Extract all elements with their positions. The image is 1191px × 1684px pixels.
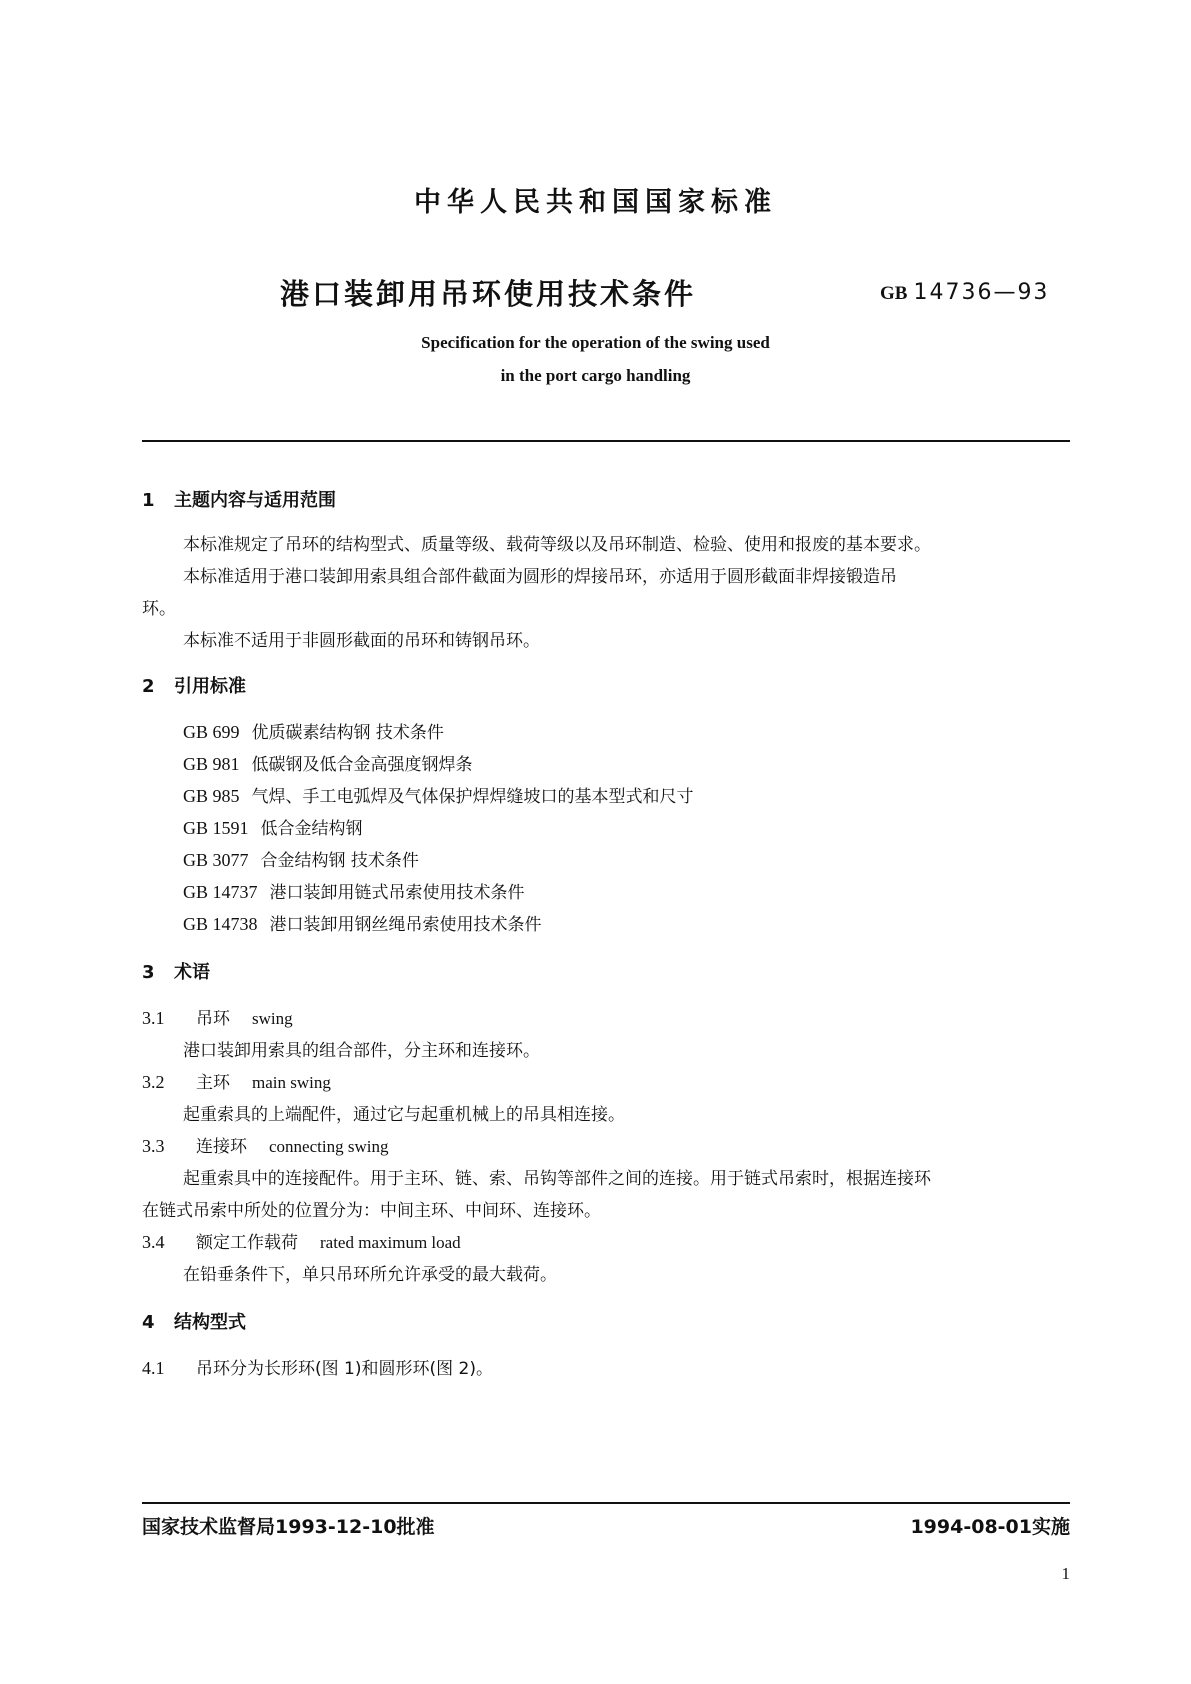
header-divider <box>142 440 1070 442</box>
section-1-para-3: 本标准不适用于非圆形截面的吊环和铸钢吊环。 <box>183 631 540 651</box>
section-title: 术语 <box>174 962 210 983</box>
reference-code: GB 3077 <box>183 850 249 870</box>
section-title: 主题内容与适用范围 <box>174 490 336 511</box>
term-en: connecting swing <box>269 1137 389 1156</box>
term-definition: 在铅垂条件下，单只吊环所允许承受的最大载荷。 <box>183 1265 557 1285</box>
reference-item <box>183 782 694 807</box>
term-en: swing <box>252 1009 293 1028</box>
reference-code: GB 1591 <box>183 818 249 838</box>
reference-item <box>183 878 525 903</box>
standard-prefix: GB <box>880 283 908 304</box>
reference-code: GB 981 <box>183 754 240 774</box>
section-number: 4 <box>142 1312 155 1333</box>
term-heading <box>142 1004 293 1029</box>
term-number: 3.1 <box>142 1008 165 1028</box>
reference-code: GB 985 <box>183 786 240 806</box>
term-zh: 吊环 <box>196 1009 230 1029</box>
section-1-para-2-cont: 环。 <box>142 599 176 619</box>
term-definition: 港口装卸用索具的组合部件，分主环和连接环。 <box>183 1041 540 1061</box>
reference-item <box>183 750 473 775</box>
term-en: main swing <box>252 1073 331 1092</box>
term-heading <box>142 1132 388 1157</box>
term-zh: 额定工作载荷 <box>196 1233 298 1253</box>
reference-code: GB 14738 <box>183 914 258 934</box>
reference-title: 优质碳素结构钢 技术条件 <box>251 723 444 743</box>
term-number: 3.3 <box>142 1136 165 1156</box>
clause-4-1 <box>142 1354 493 1379</box>
reference-title: 合金结构钢 技术条件 <box>260 851 419 871</box>
standard-code: 14736—93 <box>913 280 1050 305</box>
reference-code: GB 699 <box>183 722 240 742</box>
reference-item <box>183 814 363 839</box>
reference-item <box>183 718 444 743</box>
reference-title: 港口装卸用链式吊索使用技术条件 <box>269 883 525 903</box>
reference-title: 低合金结构钢 <box>260 819 363 839</box>
section-4-heading <box>142 1308 246 1334</box>
term-zh: 主环 <box>196 1073 230 1093</box>
footer-divider <box>142 1502 1070 1504</box>
section-number: 2 <box>142 676 155 697</box>
section-2-heading <box>142 672 246 698</box>
standard-number <box>880 280 1049 305</box>
section-number: 3 <box>142 962 155 983</box>
national-standard-header: 中华人民共和国国家标准 <box>414 187 777 218</box>
english-title-line-1: Specification for the operation of the swing used <box>421 333 770 352</box>
english-title-line-2: in the port cargo handling <box>500 366 691 385</box>
approval-date: 国家技术监督局1993-12-10批准 <box>142 1516 435 1538</box>
term-en: rated maximum load <box>320 1233 461 1252</box>
term-number: 3.2 <box>142 1072 165 1092</box>
reference-code: GB 14737 <box>183 882 258 902</box>
reference-title: 低碳钢及低合金高强度钢焊条 <box>251 755 473 775</box>
reference-item <box>183 910 542 935</box>
term-definition-cont: 在链式吊索中所处的位置分为：中间主环、中间环、连接环。 <box>142 1201 601 1221</box>
section-1-heading <box>142 486 336 512</box>
section-1-para-2: 本标准适用于港口装卸用索具组合部件截面为圆形的焊接吊环，亦适用于圆形截面非焊接锻造吊 <box>183 567 897 587</box>
clause-number: 4.1 <box>142 1358 165 1378</box>
section-3-heading <box>142 958 210 984</box>
document-title: 港口装卸用吊环使用技术条件 <box>280 277 697 311</box>
term-heading <box>142 1228 461 1253</box>
clause-text: 吊环分为长形环(图 1)和圆形环(图 2)。 <box>196 1359 493 1379</box>
section-title: 结构型式 <box>174 1312 246 1333</box>
term-definition: 起重索具的上端配件，通过它与起重机械上的吊具相连接。 <box>183 1105 625 1125</box>
reference-item <box>183 846 419 871</box>
term-zh: 连接环 <box>196 1137 247 1157</box>
effective-date: 1994-08-01实施 <box>910 1516 1070 1538</box>
reference-title: 港口装卸用钢丝绳吊索使用技术条件 <box>269 915 542 935</box>
reference-title: 气焊、手工电弧焊及气体保护焊焊缝坡口的基本型式和尺寸 <box>251 787 694 807</box>
term-definition: 起重索具中的连接配件。用于主环、链、索、吊钩等部件之间的连接。用于链式吊索时，根据连接环 <box>183 1169 931 1189</box>
term-heading <box>142 1068 331 1093</box>
section-title: 引用标准 <box>174 676 246 697</box>
page-number: 1 <box>1061 1564 1070 1583</box>
section-number: 1 <box>142 490 155 511</box>
section-1-para-1: 本标准规定了吊环的结构型式、质量等级、载荷等级以及吊环制造、检验、使用和报废的基本要求。 <box>183 535 931 555</box>
term-number: 3.4 <box>142 1232 165 1252</box>
